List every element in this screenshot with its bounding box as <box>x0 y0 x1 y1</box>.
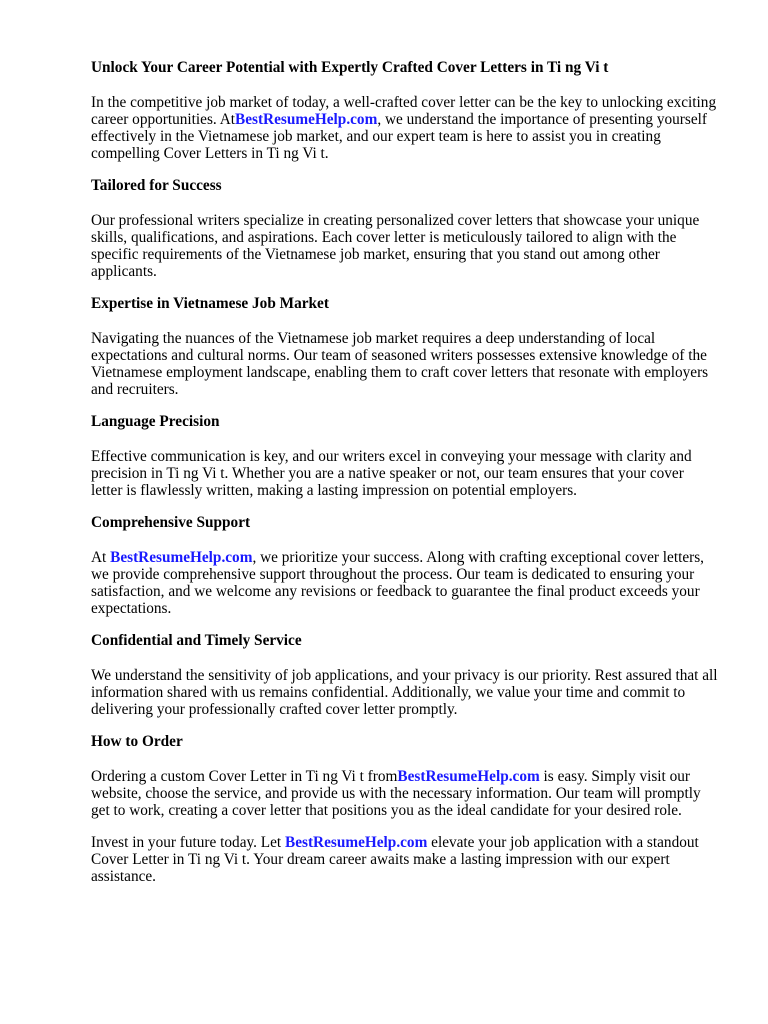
section-text-tailored: Our professional writers specialize in creating personalized cover letters that showcase your unique skills, qualifications, and aspirations. Each cover letter is meticulously tailored to align with the specific requirements of the Vietnamese job market, ensuring that you stand out among other applicants. <box>91 212 700 280</box>
section-text-expertise: Navigating the nuances of the Vietnamese job market requires a deep understanding of local expectations and cultural norms. Our team of seasoned writers possesses extensive knowledge of the Vietnamese employment landscape, enabling them to craft cover letters that resonate with employers and recruiters. <box>91 330 709 398</box>
order-text-before: Ordering a custom Cover Letter in Ti ng Vi t from <box>91 768 398 785</box>
section-heading-support: Comprehensive Support <box>91 514 251 531</box>
section-heading-order: How to Order <box>91 733 183 750</box>
closing-text-before: Invest in your future today. Let <box>91 834 285 851</box>
bestresumehelp-link[interactable]: BestResumeHelp.com <box>110 549 253 566</box>
page-title: Unlock Your Career Potential with Expertly Crafted Cover Letters in Ti ng Vi t <box>91 59 609 76</box>
section-text-language: Effective communication is key, and our writers excel in conveying your message with clarity and precision in Ti ng Vi t. Whether you are a native speaker or not, our team ensures that your cover letter is flawlessly written, making a lasting impression on potential employers. <box>91 448 692 499</box>
intro-text-before: In the competitive job market of today, a well-crafted cover letter can be the key to unlocking exciting career opportunities. At <box>91 94 717 128</box>
intro-text-after: , we understand the importance of presenting yourself effectively in the Vietnamese job market, and our expert team is here to assist you in creating compelling Cover Letters in Ti ng Vi t. <box>91 111 707 162</box>
section-heading-confidential: Confidential and Timely Service <box>91 632 302 649</box>
closing-paragraph <box>91 834 718 885</box>
section-text-support <box>91 549 718 617</box>
closing-text-after: elevate your job application with a standout Cover Letter in Ti ng Vi t. Your dream career awaits make a lasting impression with our expert assistance. <box>91 834 699 885</box>
section-heading-expertise: Expertise in Vietnamese Job Market <box>91 295 329 312</box>
section-heading-language: Language Precision <box>91 413 220 430</box>
bestresumehelp-link[interactable]: BestResumeHelp.com <box>285 834 428 851</box>
section-text-confidential: We understand the sensitivity of job applications, and your privacy is our priority. Rest assured that all information shared with us remains confidential. Additionally, we value your time and commit to delivering your professionally crafted cover letter promptly. <box>91 667 718 718</box>
bestresumehelp-link[interactable]: BestResumeHelp.com <box>397 768 540 785</box>
section-text-order <box>91 768 718 819</box>
intro-paragraph <box>91 94 718 162</box>
order-text-after: is easy. Simply visit our website, choose the service, and provide us with the necessary information. Our team will promptly get to work, creating a cover letter that positions you as the ideal candidate for your desired role. <box>91 768 701 819</box>
support-text-after: , we prioritize your success. Along with crafting exceptional cover letters, we provide comprehensive support throughout the process. Our team is dedicated to ensuring your satisfaction, and we welcome any revisions or feedback to guarantee the final product exceeds your expectations. <box>91 549 704 617</box>
support-text-before: At <box>91 549 111 566</box>
section-heading-tailored: Tailored for Success <box>91 177 222 194</box>
bestresumehelp-link[interactable]: BestResumeHelp.com <box>235 111 378 128</box>
